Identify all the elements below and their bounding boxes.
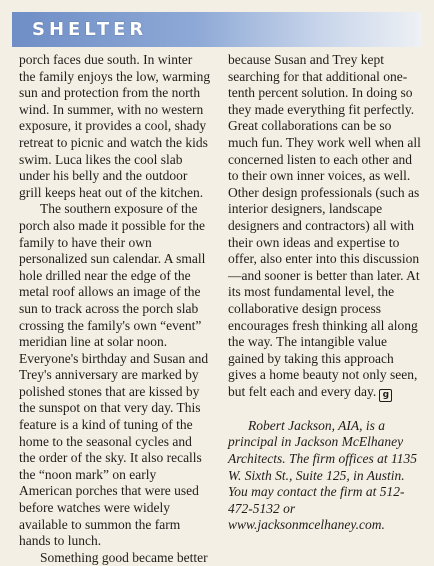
author-bio: Robert Jackson, AIA, is a principal in Jackson McElhaney Architects. The firm offices at 1135 W. Sixth St., Suite 125, in Austin. You may contact the firm at 512-472-5132 or www.jacksonmcelhaney.com.: [228, 417, 417, 533]
left-paragraph-1: porch faces due south. In winter the family enjoys the low, warming sun and protection from the north wind. In summer, with no western exposure, it provides a cool, shady retreat to picnic and watch the kids swim. Luca likes the cool slab under his belly and the outdoor grill keeps heat out of the kitchen.: [19, 52, 211, 200]
section-banner: [12, 12, 422, 47]
end-mark-icon: g: [379, 389, 392, 402]
left-paragraph-3: Something good became better: [40, 549, 208, 565]
right-column: [228, 52, 424, 534]
left-column: [19, 52, 211, 566]
section-label: SHELTER: [32, 19, 148, 40]
right-paragraph-1: [228, 52, 424, 402]
left-paragraph-2: The southern exposure of the porch also made it possible for the family to have their own personalized sun calendar. A small hole drilled near the edge of the metal roof allows an image of the sun to track across the porch slab crossing the family's own “event” meridian line at solar noon. Everyone's birthday and Susan and Trey's anniversary are marked by polished stones that are kissed by the sunspot on that very day. This feature is a kind of tuning of the home to the seasonal cycles and the order of the sky. It also recalls the “noon mark” on early American porches that were used before watches were widely available to summon the farm hands to lunch.: [19, 201, 209, 549]
right-paragraph-1-text: because Susan and Trey kept searching for that additional one-tenth percent solution. In doing so they made everything fit perfectly. Great collaborations can be so much fun. They work well when all concerned listen to each other and to their own inner voices, as well. Other design professionals (such as interior designers, landscape designers and contractors) all with their own ideas and expertise to offer, also enter into this discussion—and sooner is better than later. At its most fundamental level, the collaborative design process encourages fresh thinking all along the way. The intangible value gained by taking this approach gives a home beauty not only seen, but felt each and every day.: [228, 52, 421, 399]
